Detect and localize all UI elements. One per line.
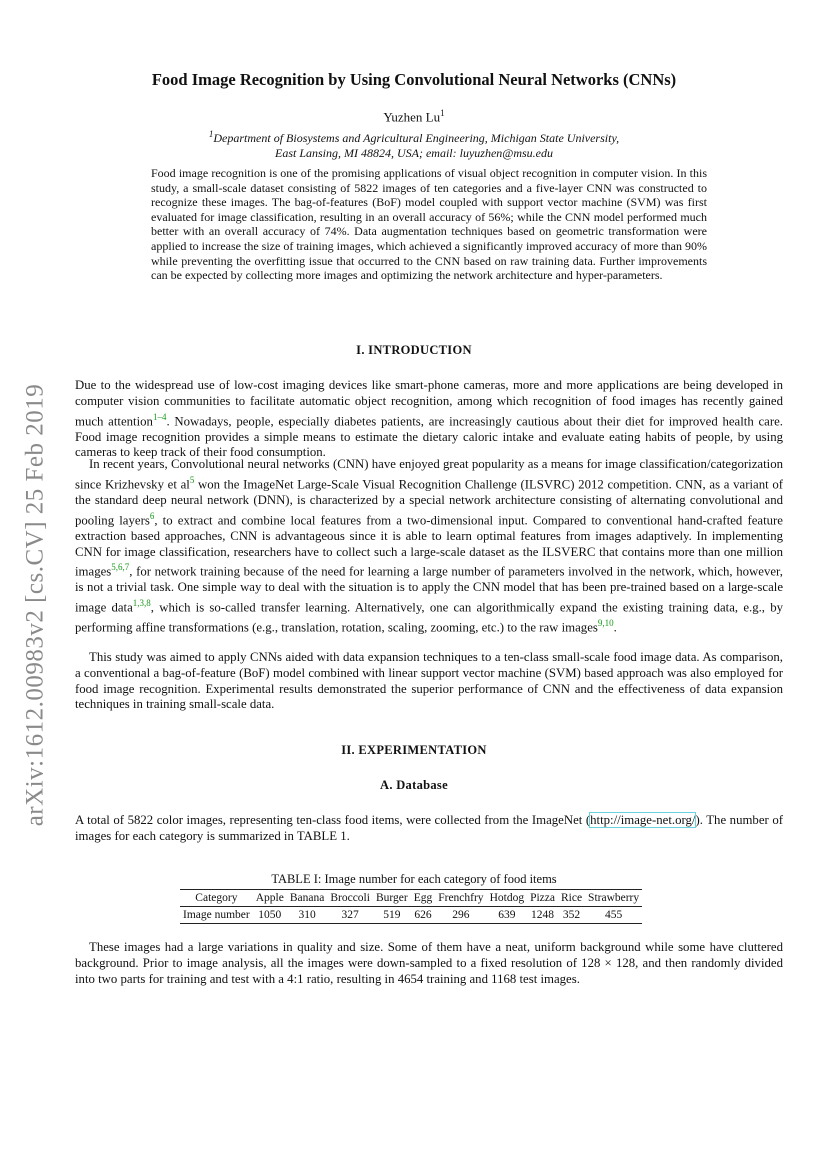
table-cell: 519 — [383, 909, 401, 921]
table-header-cell: Rice — [560, 892, 583, 904]
affiliation — [120, 127, 708, 161]
table-cell: 296 — [452, 909, 470, 921]
intro-paragraph-2: In recent years, Convolutional neural networks (CNN) have enjoyed great popularity as a means for image classification/categorization since Krizhevsky et al$^5$ won the ImageNet Large-Scale Visual Recognition Challenge (ILSVRC) 2012 competition. CNN, as a variant of the standard deep neural network (DNN), is characterized by a special network architecture consisting of alternating convolutional and pooling layers$^6$, to extract and combine local features from a two-dimensional input. Compared to conventional hand-crafted feature extraction based approaches, CNN is advantageous since it is able to learn optimal features from images adaptively. In implementing CNN for image classification, researchers have to collect such a large-scale dataset as the ILSVERC that contains more than one million images$^{5,6,7}$, for network training because of the need for learning a large number of parameters involved in the network, which, however, is not a trivial task. One simple way to deal with the situation is to apply the CNN model that has been pre-trained based on a large-scale image data$^{1,3,8}$, which is so-called transfer learning. Alternatively, one can algorithmically expand the existing training data, e.g., by performing affine transformations (e.g., translation, rotation, scaling, zooming, etc.) to the raw images$^{9,10}$. — [75, 457, 783, 635]
citation[interactable]: 5,6,7 — [111, 562, 130, 573]
table-header-cell: Apple — [255, 892, 284, 904]
table-header-cell: Broccoli — [330, 892, 370, 904]
table-header-cell: Egg — [413, 892, 433, 904]
paper-title: Food Image Recognition by Using Convolutional Neural Networks (CNNs) — [151, 70, 677, 89]
table-cell: 327 — [341, 909, 359, 921]
citation[interactable]: 9,10 — [597, 618, 614, 629]
author-affiliation-mark: 1 — [440, 108, 445, 118]
table-header-cell: Pizza — [530, 892, 555, 904]
citation[interactable]: 6 — [149, 510, 155, 521]
table-cell: 1050 — [258, 909, 282, 921]
table-header-cell: Banana — [289, 892, 325, 904]
intro-paragraph-1: Due to the widespread use of low-cost imaging devices like smart-phone cameras, more and more applications are being developed in computer vision communities to facilitate automatic object recognition, among which recognition of food images has recently gained much attention$^{1-4}$. Nowadays, people, especially diabetes patients, are increasingly cautious about their diet for improved health care. Food image recognition provides a simple means to estimate the dietary caloric intake and evaluate eating habits of people, by using cameras to keep track of their food consumption. — [75, 378, 783, 460]
table-header-cell: Strawberry — [588, 892, 640, 904]
section-heading-introduction: I. INTRODUCTION — [356, 343, 472, 357]
image-count-table — [180, 889, 642, 924]
table-header-cell: Frenchfry — [438, 892, 484, 904]
database-paragraph-1: A total of 5822 color images, representing ten-class food items, were collected from the ImageNet (http://image-net.org/). The number of images for each category is summarized in TABLE 1. — [75, 813, 783, 843]
table-cell: 1248 — [531, 909, 555, 921]
table-cell: 626 — [414, 909, 432, 921]
arxiv-stamp-text: arXiv:1612.00983v2 [cs.CV] 25 Feb 2019 — [21, 383, 49, 827]
table-header-cell: Burger — [375, 892, 408, 904]
intro-paragraph-3: This study was aimed to apply CNNs aided with data expansion techniques to a ten-class small-scale food image data. As comparison, a conventional a bag-of-feature (BoF) model combined with linear support vector machine (SVM) based approach was also employed for food image recognition. Experimental results demonstrated the superior performance of CNN and the effectiveness of data expansion techniques in training small-scale data. — [75, 650, 783, 712]
table-header-row — [180, 890, 642, 907]
table-cell: 310 — [298, 909, 316, 921]
table-caption: TABLE I: Image number for each category of food items — [271, 872, 557, 886]
citation[interactable]: 1–4 — [152, 411, 167, 422]
citation[interactable]: 1,3,8 — [132, 598, 151, 609]
arxiv-stamp — [18, 360, 52, 850]
database-paragraph-2: These images had a large variations in quality and size. Some of them have a neat, uniform background while some have cluttered background. Prior to image analysis, all the images were down-sampled to a fixed resolution of 128 × 128, and then randomly divided into two parts for training and test with a 4:1 ratio, resulting in 4654 training and 1168 test images. — [75, 940, 783, 986]
author-name: Yuzhen Lu — [383, 109, 441, 125]
author — [0, 108, 828, 125]
abstract: Food image recognition is one of the promising applications of visual object recognition in computer vision. In this study, a small-scale dataset consisting of 5822 images of ten categories and a five-layer CNN was constructed to recognize these images. The bag-of-features (BoF) model coupled with support vector machine (SVM) was first evaluated for image classification, resulting in an overall accuracy of 56%; while the CNN model performed much better with an overall accuracy of 74%. Data augmentation techniques based on geometric transformation were applied to increase the size of training images, which achieved a significantly improved accuracy of more than 90% while preventing the overfitting issue that occurred to the CNN based on raw training data. Further improvements can be expected by collecting more images and optimizing the network architecture and hyper-parameters. — [151, 166, 707, 283]
affiliation-mark: 1 — [208, 129, 214, 139]
table-header-cell: Hotdog — [489, 892, 525, 904]
table-cell: Image number — [183, 909, 250, 921]
table-cell: 352 — [562, 909, 581, 921]
table-cell: 639 — [498, 909, 516, 921]
section-heading-experimentation: II. EXPERIMENTATION — [341, 743, 487, 757]
table-cell: 455 — [604, 909, 623, 921]
table-row — [180, 907, 642, 924]
citation[interactable]: 5 — [189, 474, 195, 485]
affiliation-line-1: Department of Biosystems and Agricultural Engineering, Michigan State University, — [213, 131, 620, 145]
table-header-cell: Category — [195, 892, 238, 904]
imagenet-link[interactable]: http://image-net.org/ — [590, 813, 696, 827]
subsection-heading-database: A. Database — [380, 778, 448, 792]
affiliation-line-2: East Lansing, MI 48824, USA; email: luyuzhen@msu.edu — [274, 146, 553, 160]
